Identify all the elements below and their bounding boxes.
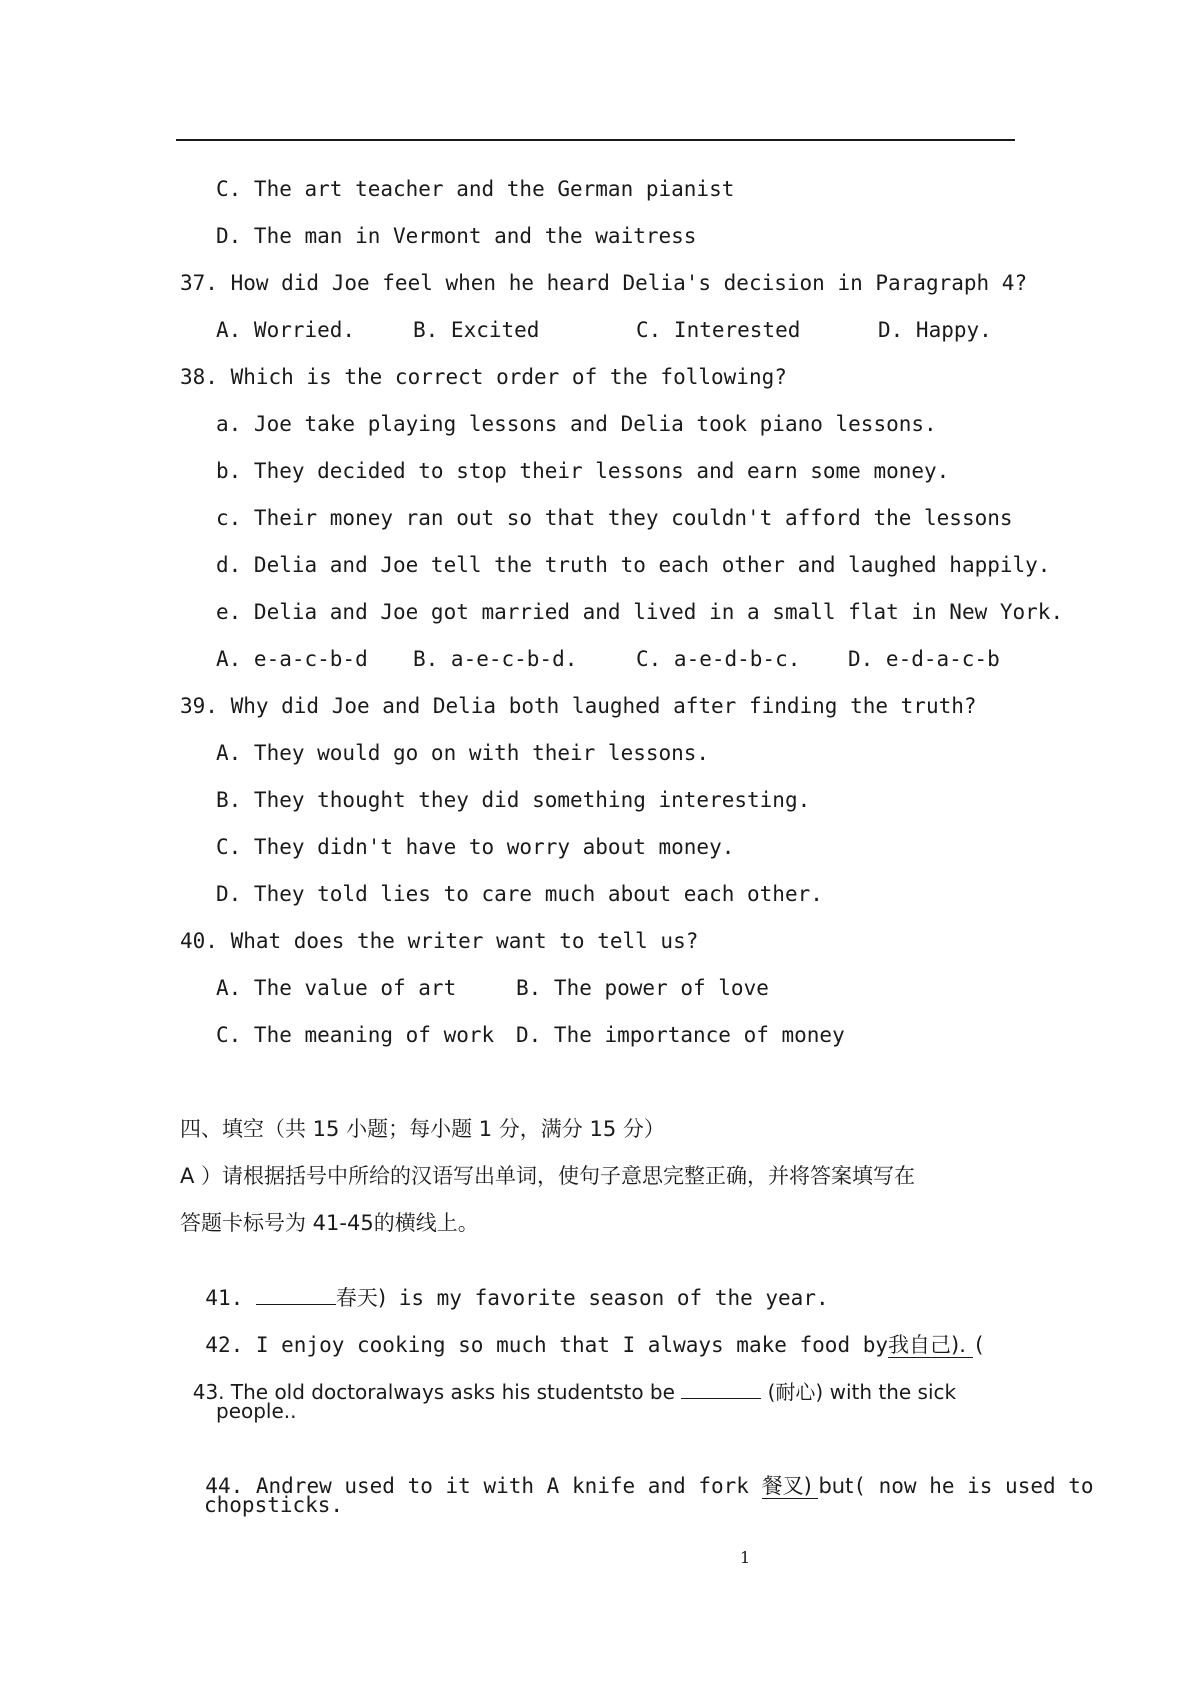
q37-option-c: C. Interested (636, 318, 801, 342)
q44-continuation: chopsticks. (204, 1493, 344, 1517)
q43-rest: with the sick (823, 1380, 957, 1404)
q43-hint: (耐心) (767, 1380, 824, 1404)
q38-option-c: C. a-e-d-b-c. (636, 647, 801, 671)
q40-option-d: D. The importance of money (516, 1023, 845, 1047)
header-rule (176, 139, 1015, 141)
q38-option-d: D. e-d-a-c-b (848, 647, 1000, 671)
q37-stem: 37. How did Joe feel when he heard Delia's decision in Paragraph 4? (180, 271, 1028, 295)
q38-item-a: a. Joe take playing lessons and Delia took piano lessons. (216, 412, 937, 436)
q44-text: 44. Andrew used to it with A knife and fork (205, 1474, 762, 1498)
q41-hint: 春天) (335, 1286, 387, 1310)
q43-text: 43. The old doctoralways asks his studentsto be (192, 1380, 675, 1404)
q43-continuation: people.. (216, 1399, 297, 1423)
q38-stem: 38. Which is the correct order of the following? (180, 365, 787, 389)
q40-option-a: A. The value of art (216, 976, 457, 1000)
section4-instruction-line2: 答题卡标号为 41-45的横线上。 (180, 1211, 479, 1235)
q40-option-b: B. The power of love (516, 976, 769, 1000)
q39-option-a: A. They would go on with their lessons. (216, 741, 710, 765)
q40-option-c: C. The meaning of work (216, 1023, 495, 1047)
q37-option-b: B. Excited (413, 318, 540, 342)
q37-option-a: A. Worried. (216, 318, 356, 342)
q39-option-d: D. They told lies to care much about each other. (216, 882, 823, 906)
q38-item-c: c. Their money ran out so that they couldn't afford the lessons (216, 506, 1013, 530)
q42-tail: ( (972, 1333, 986, 1357)
q38-item-b: b. They decided to stop their lessons and earn some money. (216, 459, 950, 483)
section4-heading: 四、填空（共 15 小题；每小题 1 分，满分 15 分） (180, 1117, 665, 1141)
q42-hint: 我自己). (888, 1333, 973, 1357)
q39-option-b: B. They thought they did something interesting. (216, 788, 811, 812)
q38-option-a: A. e-a-c-b-d (216, 647, 368, 671)
q38-item-d: d. Delia and Joe tell the truth to each other and laughed happily. (216, 553, 1051, 577)
q36-option-c: C. The art teacher and the German pianist (216, 177, 735, 201)
q44-mid: but (818, 1474, 854, 1498)
q42-text: 42. I enjoy cooking so much that I always make food by (205, 1333, 889, 1357)
q39-stem: 39. Why did Joe and Delia both laughed after finding the truth? (180, 694, 977, 718)
q38-item-e: e. Delia and Joe got married and lived in a small flat in New York. (216, 600, 1064, 624)
q40-stem: 40. What does the writer want to tell us? (180, 929, 699, 953)
section4-instruction-line1: A ）请根据括号中所给的汉语写出单词，使句子意思完整正确，并将答案填写在 (180, 1164, 916, 1188)
q44-hint: 餐叉) (761, 1474, 819, 1498)
q41-number: 41. (205, 1286, 244, 1310)
q43-blank (681, 1378, 761, 1399)
q41-blank (256, 1284, 336, 1305)
q38-option-b: B. a-e-c-b-d. (413, 647, 578, 671)
q44-rest: ( now he is used to (853, 1474, 1094, 1498)
q37-option-d: D. Happy. (878, 318, 992, 342)
q39-option-c: C. They didn't have to worry about money. (216, 835, 735, 859)
q36-option-d: D. The man in Vermont and the waitress (216, 224, 697, 248)
page-number: 1 (740, 1548, 751, 1567)
q41-rest: is my favorite season of the year. (386, 1286, 829, 1310)
